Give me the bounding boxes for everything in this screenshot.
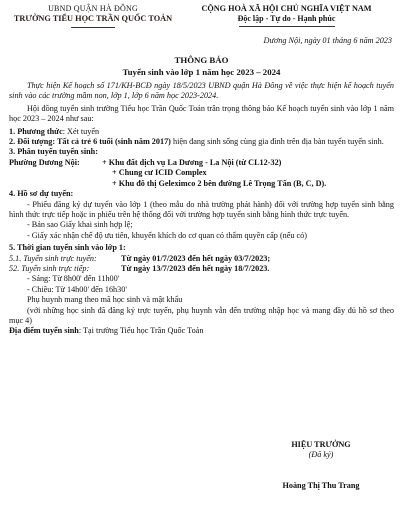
section-eligibility [9, 137, 394, 147]
signed-mark: (Đã ký) [308, 450, 334, 460]
issuer-block [9, 4, 177, 28]
schedule-direct-label: 52. Tuyển sinh trực tiếp: [9, 263, 90, 273]
schedule-note: (với những học sinh đã đăng ký trực tuyến, phụ huynh vẫn đến trường nhập học và mang đầy đủ hồ sơ theo mục 4) [9, 305, 394, 325]
issuer-school: TRƯỜNG TIỂU HỌC TRẦN QUỐC TOẢN [13, 14, 173, 24]
document-subtitle: Tuyển sinh vào lớp 1 năm học 2023 – 2024 [122, 66, 281, 77]
country-name: CỘNG HOÀ XÃ HỘI CHỦ NGHĨA VIỆT NAM [201, 4, 372, 13]
section-zoning [9, 158, 394, 189]
issue-date: Dương Nội, ngày 01 tháng 6 năm 2023 [263, 35, 392, 45]
section-eligibility-bold: : Tất cả trẻ 6 tuổi (sinh năm 2017) [52, 137, 171, 147]
document-header [9, 4, 394, 28]
schedule-bring: Phụ huynh mang theo mã học sinh và mật khẩu [27, 295, 183, 305]
issuer-authority: UBND QUẬN HÀ ĐÔNG [48, 4, 138, 13]
documents-item: - Phiếu đăng ký dự tuyển vào lớp 1 (theo mẫu do nhà trường phát hành) đối với trường hợp tuyển sinh bằng hình thức trực tiếp hoặc in phiếu trên hệ thống đối với trường hợp tuyển sinh bằng hình thức trực tuyến. [9, 199, 394, 219]
signer-role: HIỆU TRƯỞNG [291, 440, 351, 449]
section-location-heading: Địa điểm tuyển sinh [9, 326, 79, 336]
schedule-afternoon: - Chiều: Từ 14h00' đến 16h30' [27, 284, 127, 294]
signer-name: Hoàng Thị Thu Trang [282, 480, 360, 490]
intro-reference: Thực hiện Kế hoạch số 171/KH-BCĐ ngày 18/5/2023 UBND quận Hà Đông về việc thực hiện kế hoạch tuyển sinh vào các trường mầm non, lớp 1, lớp 6 năm học 2023-2024. [9, 81, 394, 101]
documents-item: - Bản sao Giấy khai sinh hợp lệ; [27, 220, 133, 230]
national-motto-block [179, 4, 394, 28]
section-method-heading: 1. Phương thức [9, 126, 63, 136]
intro-paragraph: Hội đồng tuyển sinh trường Tiểu học Trần Quốc Toản trân trọng thông báo Kế hoạch tuyển sinh vào lớp 1 năm học 2023 – 2024 như sau: [9, 103, 394, 124]
schedule-morning: - Sáng: Từ 8h00' đến 11h00' [27, 274, 120, 284]
schedule-direct [9, 264, 394, 274]
schedule-online-label: 5.1. Tuyển sinh trực tuyến: [9, 253, 97, 263]
zoning-list [102, 158, 326, 189]
document-title: THÔNG BÁO [174, 55, 229, 66]
zoning-item: + Chung cư ICID Complex [112, 168, 207, 178]
schedule-direct-time: Từ ngày 13/7/2023 đến hết ngày 18/7/2023. [121, 263, 270, 273]
signature-block [261, 440, 381, 491]
motto-underline [239, 26, 335, 27]
section-documents-heading: 4. Hồ sơ dự tuyển: [9, 189, 74, 199]
section-eligibility-heading: 2. Đối tượng [9, 137, 53, 147]
schedule-online [9, 254, 394, 264]
zoning-item: + Khu đô thị Geleximco 2 bên đường Lê Trọng Tấn (B, C, D). [112, 178, 327, 188]
section-zoning-heading: 3. Phân tuyến tuyển sinh: [9, 147, 98, 157]
schedule-online-time: Từ ngày 01/7/2023 đến hết ngày 03/7/2023; [121, 253, 271, 263]
section-eligibility-text: hiện đang sinh sống cùng gia đình trên địa bàn tuyển tuyển sinh. [170, 137, 384, 147]
section-location [9, 326, 394, 336]
section-schedule-heading: 5. Thời gian tuyển sinh vào lớp 1: [9, 243, 126, 253]
section-method-text: : Xét tuyển [62, 126, 100, 136]
issuer-underline [71, 27, 115, 28]
national-motto: Độc lập - Tự do - Hạnh phúc [237, 14, 336, 24]
documents-item: - Giấy xác nhận chế độ ưu tiên, khuyến khích do cơ quan có thẩm quyền cấp (nếu có) [27, 230, 307, 240]
zoning-item: + Khu đất dịch vụ La Dương - La Nội (từ CL12-32) [102, 157, 282, 167]
section-location-text: : Tại trường Tiểu học Trần Quốc Toản [78, 326, 204, 336]
zoning-ward: Phường Dương Nội: [9, 157, 80, 167]
section-method [9, 127, 394, 137]
